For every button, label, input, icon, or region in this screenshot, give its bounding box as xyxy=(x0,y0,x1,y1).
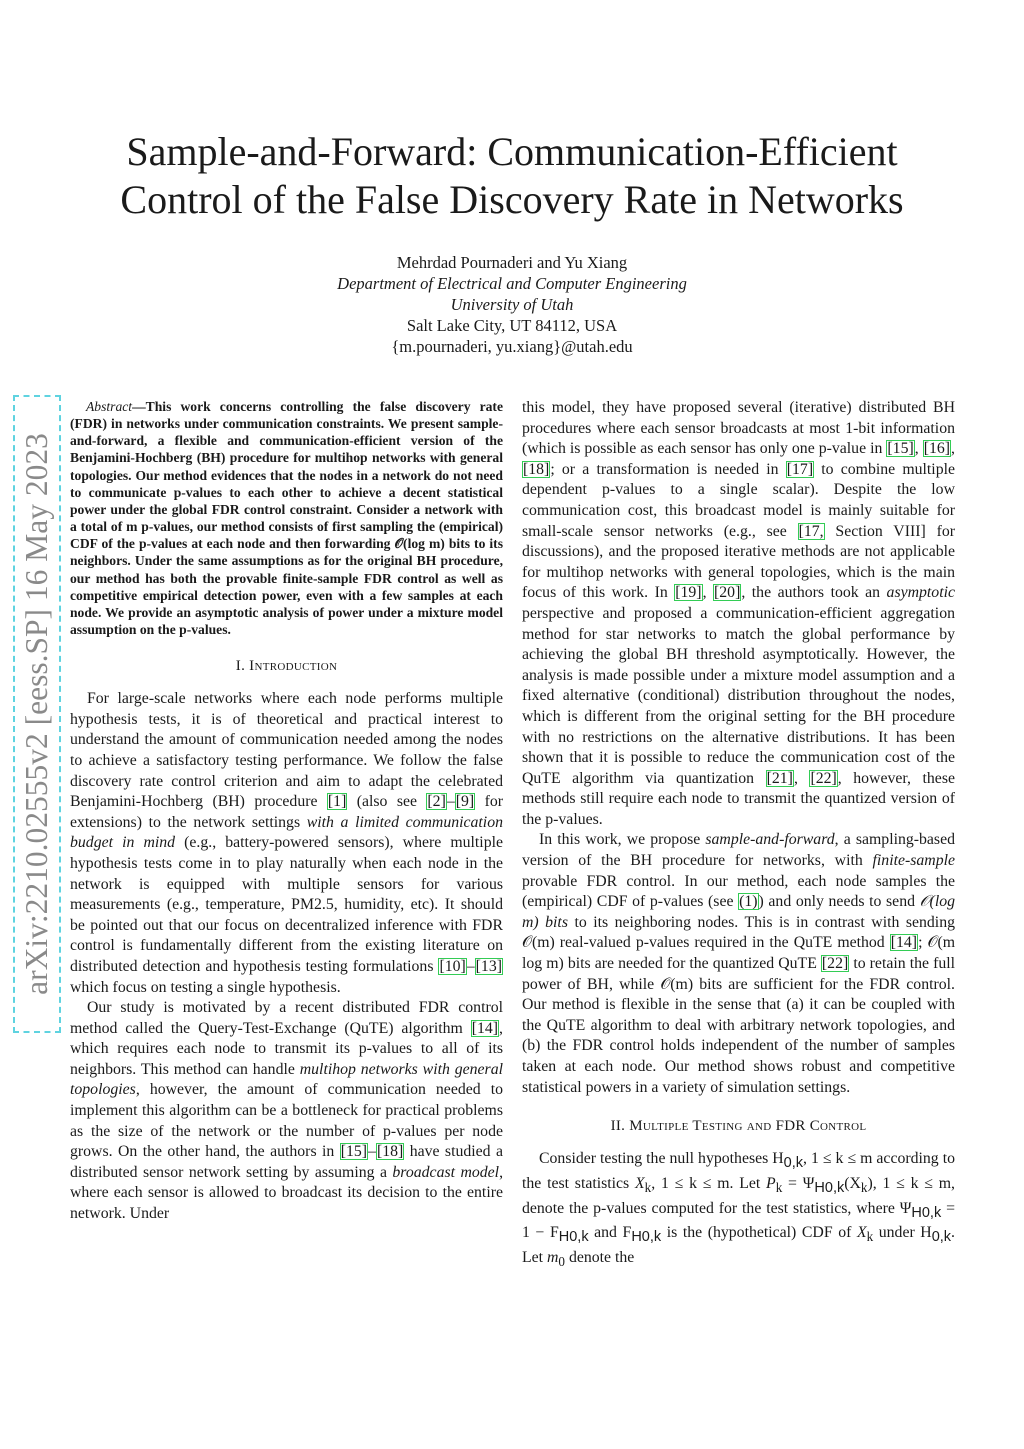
citation-link[interactable]: [22] xyxy=(821,955,849,973)
section-heading-introduction: I. Introduction xyxy=(235,658,338,675)
abstract xyxy=(70,398,503,638)
citation-link[interactable]: [2] xyxy=(427,793,446,811)
intro-paragraph-1: For large-scale networks where each node performs multiple hypothesis tests, it is of theoretical and practical interest to understand the amount of communication needed among the nodes to achieve a satisfactory testing performance. We follow the false discovery rate control criterion and aim to adapt the celebrated Benjamini-Hochberg (BH) procedure [1] (also see [2]–[9] for extensions) to the network settings with a limited communication budget in mind (e.g., battery-powered sensors), where multiple hypothesis tests come in to play naturally when each node in the network is equipped with multiple sensors for various measurements (e.g., temperature, PM2.5, humidity, etc). It should be pointed out that our focus on decentralized inference with FDR control is fundamentally different from the existing literature on distributed detection and hypothesis testing formulations [10]–[13] which focus on testing a single hypothesis. xyxy=(70,690,503,996)
citation-link[interactable]: [16] xyxy=(923,440,951,458)
section-heading-multiple-testing: II. Multiple Testing and FDR Control xyxy=(610,1118,867,1135)
paper-title xyxy=(60,128,964,224)
citation-link[interactable]: [18] xyxy=(523,460,550,478)
title-line-1: Sample-and-Forward: Communication-Efficient xyxy=(126,129,898,174)
citation-link[interactable]: [17, xyxy=(798,522,824,540)
citation-link[interactable]: [17] xyxy=(786,460,814,478)
right-column xyxy=(522,398,955,1273)
abstract-label: Abstract xyxy=(86,399,133,414)
citation-link[interactable]: [15] xyxy=(887,440,914,458)
citation-link[interactable]: [10] xyxy=(439,957,466,975)
abstract-text: —This work concerns controlling the false discovery rate (FDR) in networks under communication constraints. We present sample-and-forward, a flexible and communication-efficient version of the Benjamini-Hochberg (BH) procedure for multihop networks with general topologies. Our method evidences that the nodes in a network do not need to communicate p-values to each other to achieve a decent statistical power under the global FDR control constraint. Consider a network with a total of m p-values, our method consists of first sampling the (empirical) CDF of the p-values at each node and then forwarding 𝒪(log m) bits to its neighbors. Under the same assumptions as for the original BH procedure, our method has both the provable finite-sample FDR control as well as competitive empirical detection power, even with a few samples at each node. We provide an asymptotic analysis of power under a mixture model assumption on the p-values. xyxy=(70,399,503,638)
citation-link[interactable]: [14] xyxy=(890,934,918,952)
citation-link[interactable]: [1] xyxy=(327,793,347,811)
intro-paragraph-3: this model, they have proposed several (iterative) distributed BH procedures where each sensor broadcasts at most 1-bit information (which is possible as each sensor has only one p-value in [15], [16], [18]; or a transformation is needed in [17] to combine multiple dependent p-values to a single scalar). Despite the low communication cost, this broadcast model is mainly suitable for small-scale sensor networks (e.g., see [17, Section VIII] for discussions), and the proposed iterative methods are not applicable for multihop networks with general topologies, which is the main focus of this work. In [19], [20], the authors took an asymptotic perspective and proposed a communication-efficient aggregation method for star networks to match the global performance by achieving the global BH threshold asymptotically. However, the analysis is made possible under a mixture model assumption and a fixed alternative (conditional) distribution throughout the nodes, which is different from the original setting for the BH procedure with no restrictions on the alternative distributions. It has been shown that it is possible to reduce the communication cost of the QuTE algorithm via quantization [21], [22], however, these methods still require each node to transmit the quantized version of the p-values. xyxy=(522,399,955,828)
section2-paragraph-1: Consider testing the null hypotheses $H_{0,k}$, 1 ≤ k ≤ m according to the test statistics $X_k$, 1 ≤ k ≤ m. Let $P_k = \Psi_{H0,k}(X_k)$, 1 ≤ k ≤ m, denote the p-values computed for the test statistics, where $\Psi_{H0,k} = 1 - F_{H0,k}$ and $F_{H0,k}$ is the (hypothetical) CDF of $X_k$ under $H_{0,k}$. Let $m_0$ denote the xyxy=(522,1150,956,1270)
citation-link[interactable]: [14] xyxy=(471,1019,499,1037)
email: {m.pournaderi, yu.xiang}@utah.edu xyxy=(391,337,633,356)
location: Salt Lake City, UT 84112, USA xyxy=(406,316,618,335)
intro-paragraph-2: Our study is motivated by a recent distributed FDR control method called the Query-Test-Exchange (QuTE) algorithm [14], which requires each node to transmit its p-values to all of its neighbors. This method can handle multihop networks with general topologies, however, the amount of communication needed to implement this algorithm can be a bottleneck for practical problems as the size of the network or the number of p-values per node grows. On the other hand, the authors in [15]–[18] have studied a distributed sensor network setting by assuming a broadcast model, where each sensor is allowed to broadcast its decision to the entire network. Under xyxy=(70,999,504,1223)
citation-link[interactable]: [20] xyxy=(714,584,741,602)
left-column xyxy=(70,398,503,1225)
author-block xyxy=(160,252,864,357)
university: University of Utah xyxy=(450,295,574,314)
department: Department of Electrical and Computer Engineering xyxy=(337,274,687,293)
title-line-2: Control of the False Discovery Rate in Networks xyxy=(120,177,904,222)
citation-link[interactable]: [15] xyxy=(340,1143,368,1161)
citation-link[interactable]: [9] xyxy=(455,793,475,811)
citation-link[interactable]: [21] xyxy=(766,769,793,787)
author-names: Mehrdad Pournaderi and Yu Xiang xyxy=(396,253,628,272)
arxiv-identifier[interactable]: arXiv:2210.02555v2 [eess.SP] 16 May 2023 xyxy=(19,433,54,995)
intro-paragraph-4: In this work, we propose sample-and-forward, a sampling-based version of the BH procedure for networks, with finite-sample provable FDR control. In our method, each node samples the (empirical) CDF of p-values (see (1)) and only needs to send 𝒪(log m) bits to its neighboring nodes. This is in contrast with sending 𝒪(m) real-valued p-values required in the QuTE method [14]; 𝒪(m log m) bits are needed for the quantized QuTE [22] to retain the full power of BH, while 𝒪(m) bits are sufficient for the FDR control. Our method is flexible in the sense that (a) it can be coupled with the QuTE algorithm to deal with arbitrary network topologies, and (b) the FDR control holds independent of the number of samples taken at each node. Our method shows robust and competitive statistical powers in a variety of simulation settings. xyxy=(522,831,956,1096)
equation-link[interactable]: (1) xyxy=(739,893,758,911)
citation-link[interactable]: [18] xyxy=(376,1143,404,1161)
citation-link[interactable]: [13] xyxy=(475,957,502,975)
citation-link[interactable]: [22] xyxy=(810,769,837,787)
citation-link[interactable]: [19] xyxy=(675,584,702,602)
